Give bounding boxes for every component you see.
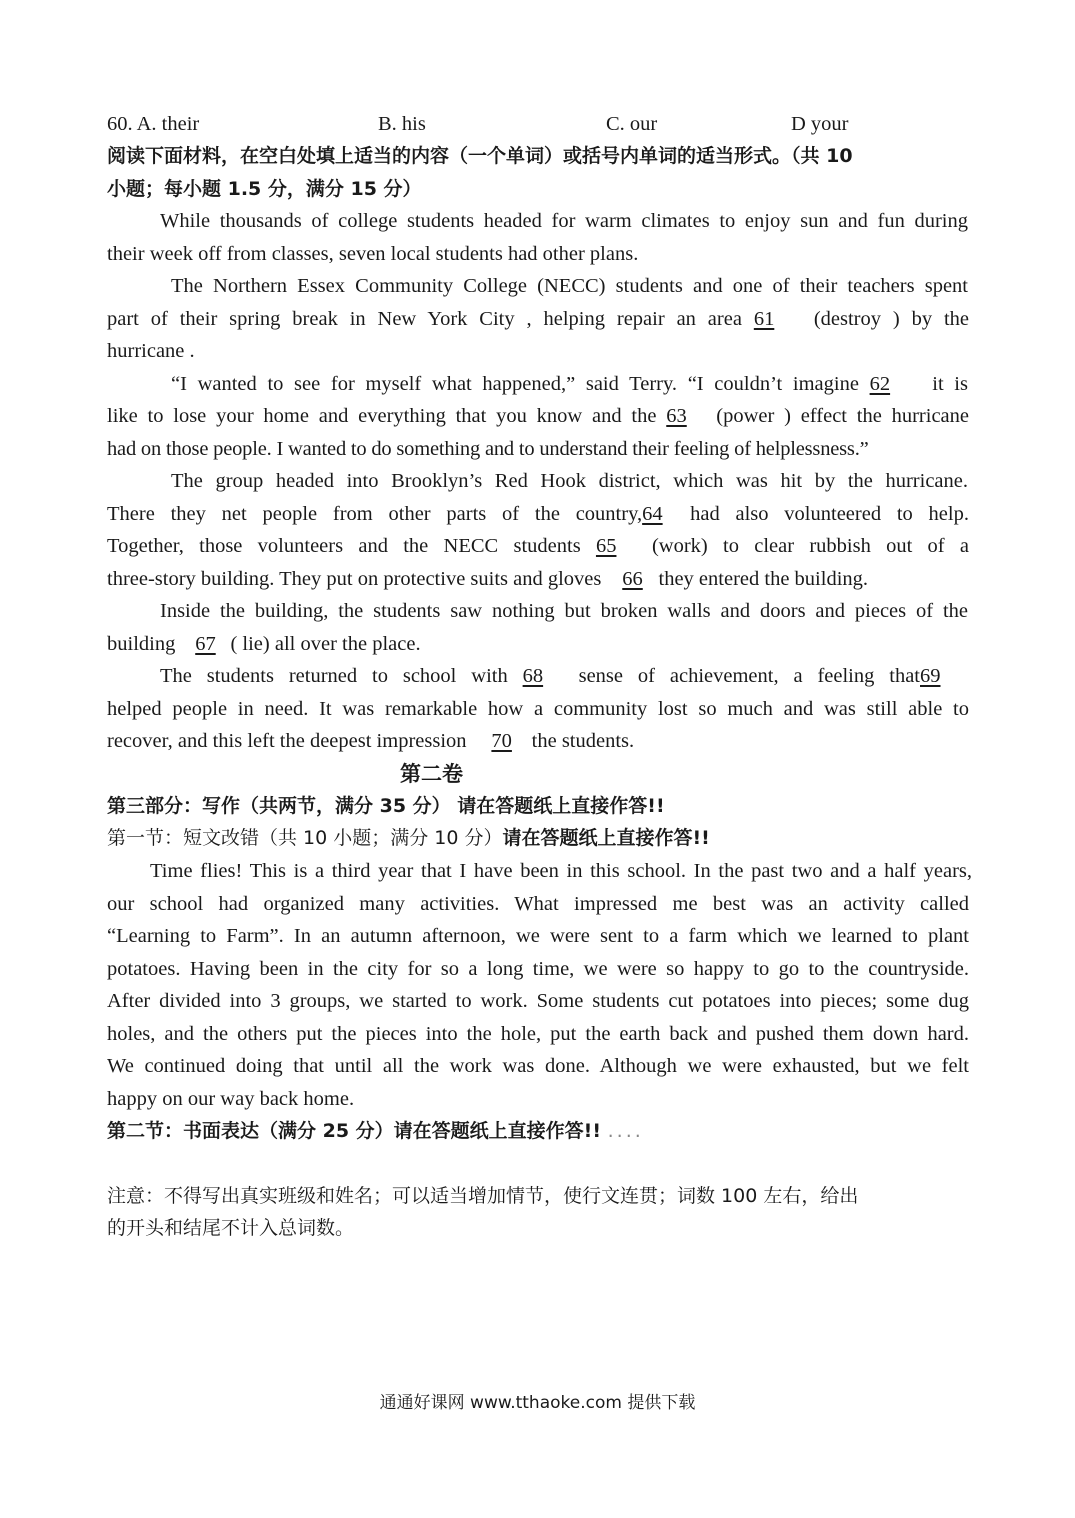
passage-p2-line3: hurricane . — [107, 340, 195, 362]
volume-2-title: 第二卷 — [400, 762, 463, 786]
blank-64: 64 — [642, 503, 663, 525]
section2-heading: 第二节：书面表达（满分 25 分）请在答题纸上直接作答!! .... — [107, 1120, 644, 1142]
passage-p6-line2: helped people in need. It was remarkable how a community lost so much and was still able to — [107, 698, 969, 720]
passage-p6-line1: The students returned to school with 68 sense of achievement, a feeling that69 — [160, 660, 968, 692]
passage-p5-line1: Inside the building, the students saw nothing but broken walls and doors and pieces of the — [160, 600, 968, 622]
note-line-1: 注意：不得写出真实班级和姓名；可以适当增加情节，使行文连贯；词数 100 左右，给出 — [107, 1185, 859, 1207]
essay-line-8: happy on our way back home. — [107, 1088, 355, 1110]
passage-p3-line1: “I wanted to see for myself what happened,” said Terry. “I couldn’t imagine 62 it is — [171, 368, 968, 400]
q60-option-b: B. his — [378, 113, 426, 135]
passage-p6-line3: recover, and this left the deepest impression 70 the students. — [107, 725, 969, 757]
blank-63: 63 — [666, 405, 687, 427]
passage-p3-line3: had on those people. I wanted to do something and to understand their feeling of helplessness.” — [107, 438, 869, 460]
instruction-line-1: 阅读下面材料，在空白处填上适当的内容（一个单词）或括号内单词的适当形式。（共 10 — [107, 145, 853, 167]
blank-65: 65 — [595, 535, 617, 557]
passage-p4-line3: Together, those volunteers and the NECC students 65 (work) to clear rubbish out of a — [107, 530, 969, 562]
essay-line-3: “Learning to Farm”. In an autumn afternoon, we were sent to a farm which we learned to plant — [107, 925, 969, 947]
q60-option-d: D your — [791, 113, 849, 135]
passage-p4-line1: The group headed into Brooklyn’s Red Hook district, which was hit by the hurricane. — [171, 470, 968, 492]
passage-p1-line1: While thousands of college students headed for warm climates to enjoy sun and fun during — [160, 210, 968, 232]
essay-line-2: our school had organized many activities. What impressed me best was an activity called — [107, 893, 969, 915]
note-line-2: 的开头和结尾不计入总词数。 — [107, 1217, 355, 1239]
blank-69: 69 — [920, 665, 941, 687]
section1-heading: 第一节：短文改错（共 10 小题；满分 10 分）请在答题纸上直接作答!! — [107, 827, 710, 849]
part3-heading: 第三部分：写作（共两节，满分 35 分） 请在答题纸上直接作答!! — [107, 795, 665, 817]
section2-dots: .... — [607, 1120, 644, 1142]
passage-p1-line2: their week off from classes, seven local students had other plans. — [107, 243, 639, 265]
essay-line-6: holes, and the others put the pieces into the hole, put the earth back and pushed them down hard. — [107, 1023, 969, 1045]
q60-option-a: 60. A. their — [107, 113, 200, 135]
passage-p3-line2: like to lose your home and everything that you know and the 63 (power ) effect the hurricane — [107, 400, 969, 432]
essay-line-5: After divided into 3 groups, we started to work. Some students cut potatoes into pieces; some dug — [107, 990, 969, 1012]
footer-watermark: 通通好课网 www.tthaoke.com 提供下载 — [379, 1393, 696, 1413]
passage-p4-line2: There they net people from other parts of the country,64 had also volunteered to help. — [107, 498, 969, 530]
passage-p2-line1: The Northern Essex Community College (NECC) students and one of their teachers spent — [171, 275, 968, 297]
blank-66: 66 — [622, 568, 643, 590]
passage-p5-line2: building 67 ( lie) all over the place. — [107, 628, 969, 660]
blank-70: 70 — [491, 730, 512, 752]
essay-line-1: Time flies! This is a third year that I have been in this school. In the past two and a half years, — [150, 860, 972, 882]
passage-p4-line4: three-story building. They put on protective suits and gloves 66 they entered the building. — [107, 563, 969, 595]
essay-line-7: We continued doing that until all the work was done. Although we were exhausted, but we felt — [107, 1055, 969, 1077]
q60-option-c: C. our — [606, 113, 658, 135]
instruction-line-2: 小题；每小题 1.5 分，满分 15 分） — [107, 178, 422, 200]
blank-62: 62 — [869, 373, 891, 395]
blank-68: 68 — [522, 665, 544, 687]
passage-p2-line2: part of their spring break in New York City , helping repair an area 61 (destroy ) by the — [107, 303, 969, 335]
blank-61: 61 — [753, 308, 775, 330]
blank-67: 67 — [195, 633, 216, 655]
essay-line-4: potatoes. Having been in the city for so a long time, we were so happy to go to the countryside. — [107, 958, 969, 980]
